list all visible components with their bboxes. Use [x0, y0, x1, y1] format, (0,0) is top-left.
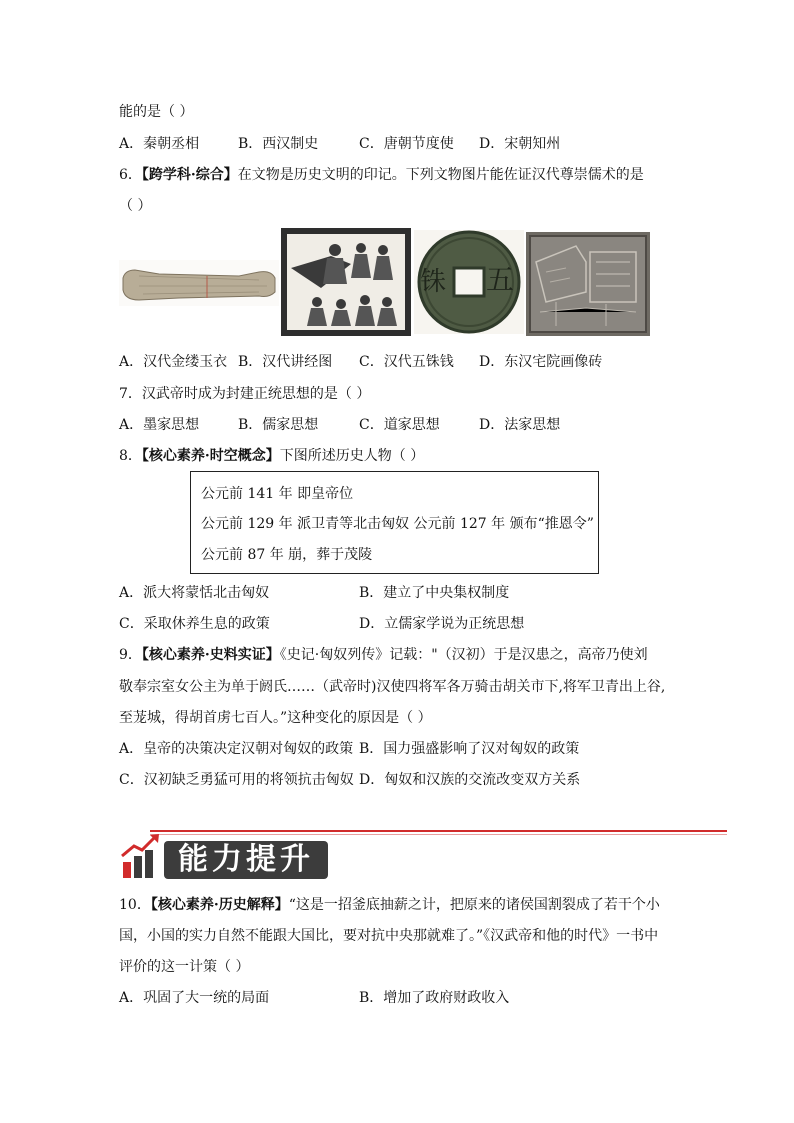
q9-text-1: 《史记·匈奴列传》记载："（汉初）于是汉患之，高帝乃使刘 [279, 647, 648, 663]
q10-text-1: “这是一招釜底抽薪之计，把原来的诸侯国割裂成了若干个小 [288, 897, 660, 913]
q10-option-a[interactable]: A．巩固了大一统的局面 [119, 990, 270, 1006]
q7-option-b[interactable]: B．儒家思想 [238, 417, 319, 433]
q9-number: 9． [119, 647, 142, 663]
q9-option-b[interactable]: B．国力强盛影响了汉对匈奴的政策 [359, 741, 580, 757]
q9-option-d[interactable]: D．匈奴和汉族的交流改变双方关系 [359, 772, 581, 788]
q9-option-a[interactable]: A．皇帝的决策决定汉朝对匈奴的政策 [119, 741, 354, 757]
q10-options-row-1 [119, 988, 719, 1008]
lecture-scripture-image [281, 228, 411, 336]
q7-option-d[interactable]: D．法家思想 [479, 417, 561, 433]
q10-tag: 【核心素养·历史解释】 [150, 897, 289, 913]
q10-number: 10． [119, 897, 151, 913]
q7-option-c[interactable]: C．道家思想 [359, 417, 440, 433]
q8-option-d[interactable]: D．立儒家学说为正统思想 [359, 616, 525, 632]
coin-char-right: 五 [486, 263, 515, 296]
q5-stem-tail: 能的是（ ） [119, 104, 194, 120]
q8-option-a[interactable]: A．派大将蒙恬北击匈奴 [119, 585, 270, 601]
q9-stem-line-2: 敬奉宗室女公主为单于阏氏……（武帝时)汉使四将军各万骑击胡关市下,将军卫青出上谷, [119, 679, 666, 695]
q8-box-line-3: 公元前 87 年 崩，葬于茂陵 [201, 547, 373, 563]
q7-options [119, 415, 719, 435]
q10-stem-line-1 [119, 895, 660, 915]
courtyard-brick-image [526, 232, 650, 336]
q9-tag: 【核心素养·史料实证】 [141, 647, 280, 663]
q8-stem-text: 下图所述历史人物（ ） [279, 448, 425, 464]
q6-option-d[interactable]: D．东汉宅院画像砖 [479, 354, 603, 370]
q8-option-c[interactable]: C．采取休养生息的政策 [119, 616, 270, 632]
q5-option-b[interactable]: B．西汉制史 [238, 136, 319, 152]
q6-stem [119, 165, 644, 185]
q5-option-d[interactable]: D．宋朝知州 [479, 136, 561, 152]
q6-paren: （ ） [119, 198, 152, 214]
q10-stem-line-2: 国，小国的实力自然不能跟大国比，要对抗中央那就难了。”《汉武帝和他的时代》一书中 [119, 928, 659, 944]
q6-tag: 【跨学科·综合】 [141, 167, 238, 183]
q8-option-b[interactable]: B．建立了中央集权制度 [359, 585, 510, 601]
coin-char-left: 铢 [420, 267, 447, 297]
section-banner [120, 832, 340, 882]
q10-stem-line-3: 评价的这一计策（ ） [119, 959, 250, 975]
q10-option-b[interactable]: B．增加了政府财政收入 [359, 990, 510, 1006]
growth-chart-icon [120, 832, 164, 882]
q6-option-c[interactable]: C．汉代五铢钱 [359, 354, 454, 370]
wuzhu-coin-image [414, 230, 524, 334]
jade-burial-suit-image [119, 260, 279, 306]
q6-stem-text: 在文物是历史文明的印记。下列文物图片能佐证汉代尊崇儒术的是 [237, 167, 644, 183]
q8-box-line-2: 公元前 129 年 派卫青等北击匈奴 公元前 127 年 颁布“推恩令” [201, 516, 594, 532]
q9-options-row-2 [119, 770, 719, 790]
q7-option-a[interactable]: A．墨家思想 [119, 417, 200, 433]
q8-options-row-2 [119, 614, 719, 634]
q8-stem [119, 446, 424, 466]
q6-option-b[interactable]: B．汉代讲经图 [238, 354, 333, 370]
section-title: 能力提升 [164, 841, 328, 879]
q8-number: 8． [119, 448, 142, 464]
q8-box-line-1: 公元前 141 年 即皇帝位 [201, 486, 354, 502]
q7-stem: 7．汉武帝时成为封建正统思想的是（ ） [119, 386, 371, 402]
q8-timeline-box [190, 471, 599, 574]
q6-options [119, 352, 719, 372]
q9-options-row-1 [119, 739, 719, 759]
q9-option-c[interactable]: C．汉初缺乏勇猛可用的将领抗击匈奴 [119, 772, 354, 788]
q8-options-row-1 [119, 583, 719, 603]
q5-options [119, 134, 719, 154]
q8-tag: 【核心素养·时空概念】 [141, 448, 280, 464]
q9-stem-line-1 [119, 645, 648, 665]
q5-option-c[interactable]: C．唐朝节度使 [359, 136, 454, 152]
q6-number: 6． [119, 167, 142, 183]
q5-option-a[interactable]: A．秦朝丞相 [119, 136, 200, 152]
q6-option-a[interactable]: A．汉代金缕玉衣 [119, 354, 228, 370]
q9-stem-line-3: 至茏城，得胡首虏七百人。”这种变化的原因是（ ） [119, 710, 432, 726]
